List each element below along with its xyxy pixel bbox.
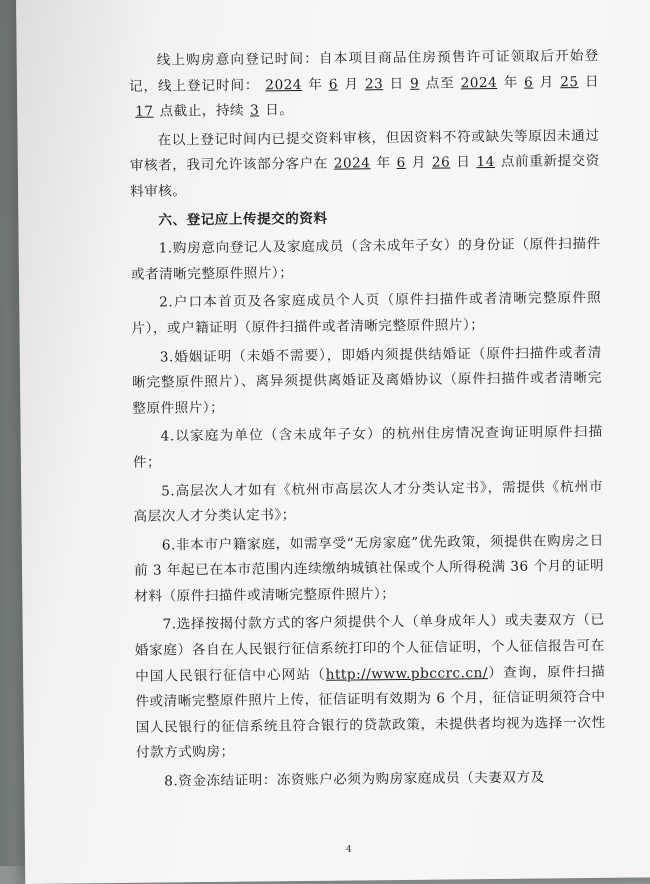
section-heading: 六、登记应上传提交的资料 xyxy=(158,210,328,229)
list-item: 6.非本市户籍家庭，如需享受“无房家庭”优先政策，须提供在购房之日前 3 年起已在本市范围内连续缴纳城镇社保或个人所得税满 36 个月的证明材料（原件扫描件或清晰完整原件照片）； xyxy=(133,532,605,605)
list-item: 1.购房意向登记人及家庭成员（含未成年子女）的身份证（原件扫描件或者清晰完整原件照片）； xyxy=(130,236,601,283)
list-item: 8.资金冻结证明：冻资账户必须为购房家庭成员（夫妻双方及 xyxy=(164,769,545,790)
resubmission-paragraph: 在以上登记时间内已提交资料审核，但因资料不符或缺失等原因未通过审核者，我司允许该部分客户在 2024 年 6 月 26 日 14 点前重新提交资料审核。 xyxy=(129,127,600,200)
list-item: 4.以家庭为单位（含未成年子女）的杭州住房情况查询证明原件扫描件； xyxy=(132,424,603,471)
list-item-credit-report: 7.选择按揭付款方式的客户须提供个人（单身成年人）或夫妻双方（已婚家庭）各自在人民银行征信系统打印的个人征信证明，个人征信报告可在中国人民银行征信中心网站（http://www.pbccrc.cn/）查询，原件扫描件或清晰完整原件照片上传，征信证明有效期为 6 个月，征信证明须符合中国人民银行的征信系统且符合银行的贷款政策，未提供者均视为选择一次性付款方式购房； xyxy=(134,612,606,762)
page-number: 4 xyxy=(346,845,352,855)
document-body xyxy=(129,44,607,799)
list-item: 3.婚姻证明（未婚不需要），即婚内须提供结婚证（原件扫描件或者清晰完整原件照片）、离异须提供离婚证及离婚协议（原件扫描件或者清晰完整原件照片）； xyxy=(131,344,603,417)
registration-time-paragraph: 线上购房意向登记时间：自本项目商品住房预售许可证领取后开始登记，线上登记时间： 2024 年 6 月 23 日 9 点至 2024 年 6 月 25 日17 点截止，持续 3 日。 xyxy=(128,47,600,120)
list-item: 5.高层次人才如有《杭州市高层次人才分类认定书》，需提供《杭州市高层次人才分类认定书》； xyxy=(133,478,604,525)
list-item: 2.户口本首页及各家庭成员个人页（原件扫描件或者清晰完整原件照片），或户籍证明（原件扫描件或者清晰完整原件照片）； xyxy=(131,290,602,337)
pbccrc-link[interactable]: http://www.pbccrc.cn/ xyxy=(325,664,488,683)
document-page xyxy=(16,0,650,884)
